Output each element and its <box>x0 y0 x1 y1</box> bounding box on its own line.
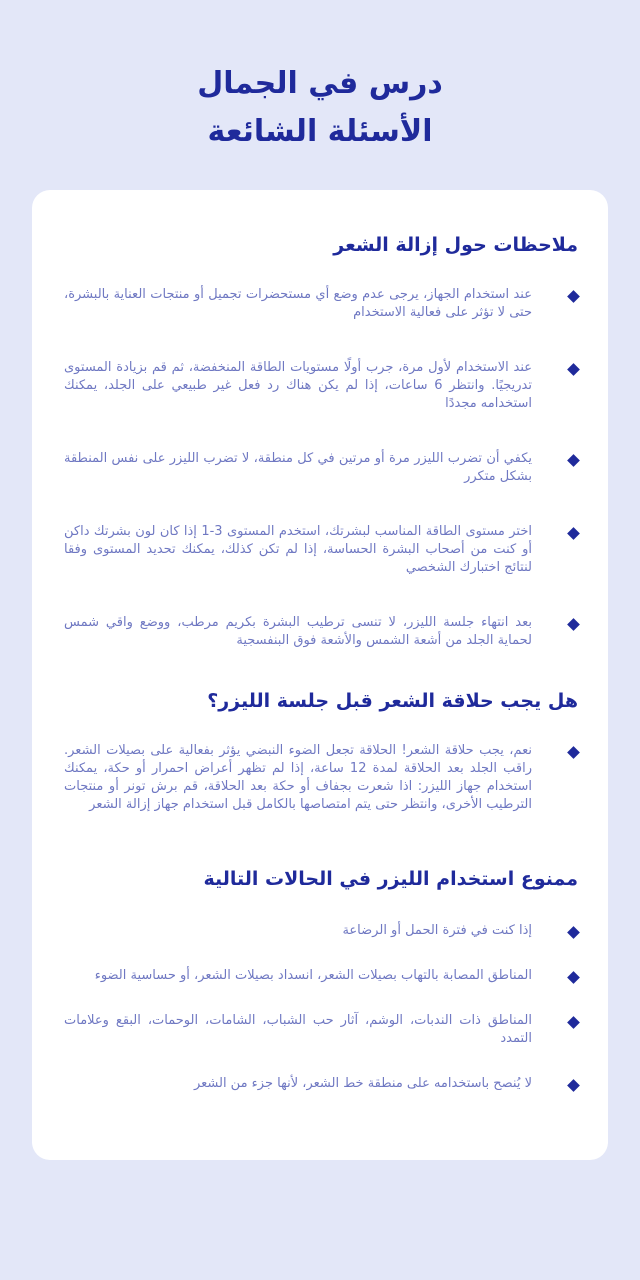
list-item-text: نعم، يجب حلاقة الشعر! الحلاقة تجعل الضوء النبضي يؤثر بفعالية على بصيلات الشعر. راقب الجلد بعد الحلاقة لمدة 12 ساعة، إذا لم تظهر أعراض احمرار أو حكة، يمكنك استخدام جهاز الليزر: اذا شعرت بجفاف أو حكة بعد الحلاقة، قم برش تونر أو منتجات الترطيب الأخرى، وانتظر حتى يتم امتصاصها بالكامل قبل استخدام جهاز إزالة الشعر <box>64 743 532 812</box>
list-item <box>64 359 578 413</box>
diamond-bullet-icon <box>567 363 580 376</box>
hair-removal-notes-list <box>64 286 578 650</box>
section-title-contraindications: ممنوع استخدام الليزر في الحالات التالية <box>203 868 578 890</box>
diamond-bullet-icon <box>567 926 580 939</box>
diamond-bullet-icon <box>567 971 580 984</box>
list-item <box>64 1075 578 1093</box>
list-item <box>64 286 578 322</box>
list-item <box>64 967 578 985</box>
diamond-bullet-icon <box>567 618 580 631</box>
list-item-text: لا يُنصح باستخدامه على منطقة خط الشعر، لأنها جزء من الشعر <box>193 1076 532 1091</box>
list-item-text: عند الاستخدام لأول مرة، جرب أولًا مستويات الطاقة المنخفضة، ثم قم بزيادة المستوى تدريجيًا. وانتظر 6 ساعات، إذا لم يكن هناك رد فعل غير طبيعي على الجلد، يمكنك استخدامه مجددًا <box>64 360 532 411</box>
page-subtitle: الأسئلة الشائعة <box>207 114 433 149</box>
diamond-bullet-icon <box>567 454 580 467</box>
contraindications-list <box>64 922 578 1093</box>
faq-card <box>32 190 608 1160</box>
list-item-text: إذا كنت في فترة الحمل أو الرضاعة <box>342 923 532 938</box>
list-item-text: بعد انتهاء جلسة الليزر، لا تنسى ترطيب البشرة بكريم مرطب، ووضع واقي شمس لحماية الجلد من أشعة الشمس والأشعة فوق البنفسجية <box>64 615 532 648</box>
list-item <box>64 450 578 486</box>
list-item-text: عند استخدام الجهاز، يرجى عدم وضع أي مستحضرات تجميل أو منتجات العناية بالبشرة، حتى لا تؤثر على فعالية الاستخدام <box>64 287 532 320</box>
diamond-bullet-icon <box>567 746 580 759</box>
list-item <box>64 614 578 650</box>
list-item-text: المناطق ذات الندبات، الوشم، آثار حب الشباب، الشامات، الوحمات، البقع وعلامات التمدد <box>64 1013 532 1046</box>
list-item <box>64 922 578 940</box>
diamond-bullet-icon <box>567 290 580 303</box>
list-item-text: يكفي أن تضرب الليزر مرة أو مرتين في كل منطقة، لا تضرب الليزر على نفس المنطقة بشكل متكرر <box>64 451 532 484</box>
list-item-text: اختر مستوى الطاقة المناسب لبشرتك، استخدم المستوى 3-1 إذا كان لون بشرتك داكن أو كنت من أصحاب البشرة الحساسة، إذا لم تكن كذلك، يمكنك تحديد المستوى وفقا لنتائج اختبارك الشخصي <box>64 524 533 575</box>
diamond-bullet-icon <box>567 1016 580 1029</box>
shaving-answer-list <box>64 742 578 814</box>
list-item-text: المناطق المصابة بالتهاب بصيلات الشعر، انسداد بصيلات الشعر، أو حساسية الضوء <box>94 968 532 983</box>
list-item <box>64 742 578 814</box>
list-item <box>64 1012 578 1048</box>
section-title-hair-removal-notes: ملاحظات حول إزالة الشعر <box>333 234 578 256</box>
page-header <box>0 60 640 156</box>
list-item <box>64 523 578 577</box>
section-title-shaving-question: هل يجب حلاقة الشعر قبل جلسة الليزر؟ <box>207 690 578 712</box>
diamond-bullet-icon <box>567 527 580 540</box>
page-title: درس في الجمال <box>197 66 443 101</box>
diamond-bullet-icon <box>567 1079 580 1092</box>
